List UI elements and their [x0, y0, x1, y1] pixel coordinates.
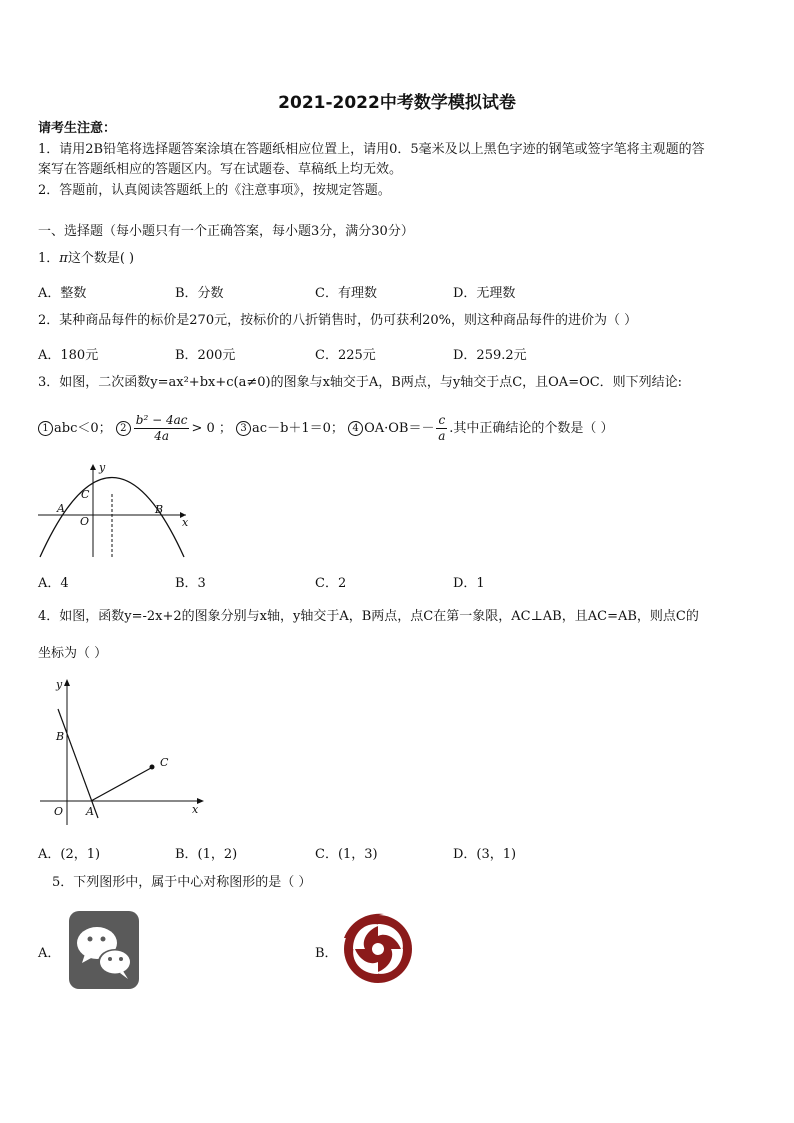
q3-option-a: A．4 — [38, 576, 69, 591]
question-3-stem: 3．如图，二次函数y=ax²+bx+c(a≠0)的图象与x轴交于A，B两点，与y轴交于点C，且OA=OC．则下列结论: — [38, 375, 683, 390]
large-bubble-eye-left — [88, 937, 93, 942]
pi-symbol: π — [59, 251, 68, 266]
q3-option-c: C．2 — [315, 576, 347, 591]
conclusion-4-tail: .其中正确结论的个数是（ ） — [449, 421, 614, 436]
large-bubble-eye-right — [101, 937, 106, 942]
fraction-denominator: a — [438, 429, 446, 443]
point-c — [150, 765, 155, 770]
conclusion-4: OA·OB＝－ — [364, 421, 435, 436]
small-bubble — [100, 951, 130, 974]
conclusion-1: abc＜0； — [54, 421, 112, 436]
y-axis-arrow — [90, 464, 96, 470]
origin-label: O — [54, 805, 64, 818]
fraction-denominator: 4a — [154, 429, 169, 443]
q2-option-b: B．200元 — [175, 348, 236, 363]
notice-item-1a: 1．请用2B铅笔将选择题答案涂填在答题纸相应位置上，请用0．5毫米及以上黑色字迹的钢笔或签字笔将主观题的答 — [38, 142, 705, 157]
page-title: 2021-2022中考数学模拟试卷 — [278, 93, 516, 113]
point-c-label: C — [81, 488, 90, 501]
q4-option-d: D．(3，1) — [453, 847, 517, 862]
section-heading: 一、选择题（每小题只有一个正确答案，每小题3分，满分30分） — [38, 224, 414, 239]
y-label: y — [99, 461, 106, 474]
small-bubble-eye-left — [108, 957, 112, 961]
y-axis-arrow — [64, 679, 70, 686]
segment-ac — [91, 768, 151, 801]
phoenix-swirl-logo-icon — [336, 908, 420, 990]
origin-label: O — [80, 515, 90, 528]
q3-option-d: D．1 — [453, 576, 485, 591]
line-ab — [58, 709, 98, 818]
conclusion-3: ac－b＋1＝0； — [252, 421, 344, 436]
q2-option-a: A．180元 — [38, 348, 99, 363]
wechat-logo-icon — [68, 910, 140, 990]
point-b-label: B — [56, 730, 65, 743]
q4-option-a: A．(2，1) — [38, 847, 101, 862]
q1-stem-rest: 这个数是( ) — [67, 251, 135, 266]
x-label: x — [192, 803, 199, 816]
small-bubble-eye-right — [119, 957, 123, 961]
question-5-stem: 5．下列图形中，属于中心对称图形的是（ ） — [52, 875, 312, 890]
q2-option-d: D．259.2元 — [453, 348, 527, 363]
conclusion-4-fraction — [436, 413, 447, 444]
q4-option-c: C．(1，3) — [315, 847, 378, 862]
notice-item-1b: 案写在答题纸相应的答题区内。写在试题卷、草稿纸上均无效。 — [38, 162, 403, 177]
q1-option-b: B．分数 — [175, 286, 224, 301]
point-b-label: B — [155, 503, 164, 516]
circled-number-1: 1 — [38, 421, 53, 436]
linear-function-figure — [36, 672, 216, 830]
question-3-conclusions — [38, 412, 613, 446]
q5-option-a-label: A． — [38, 946, 61, 961]
y-label: y — [56, 678, 63, 691]
notice-item-2: 2．答题前，认真阅读答题纸上的《注意事项》，按规定答题。 — [38, 183, 391, 198]
circled-number-4: 4 — [348, 421, 363, 436]
q1-option-d: D．无理数 — [453, 286, 516, 301]
conclusion-2-tail: > 0 ； — [191, 421, 232, 436]
q5-option-b-label: B． — [315, 946, 338, 961]
point-a-label: A — [86, 805, 94, 818]
q4-option-b: B．(1，2) — [175, 847, 238, 862]
question-2-stem: 2．某种商品每件的标价是270元，按标价的八折销售时，仍可获利20%，则这种商品每件的进价为（ ） — [38, 313, 638, 328]
x-label: x — [182, 516, 189, 529]
parabola-figure — [36, 460, 196, 560]
question-4-stem-a: 4．如图，函数y=-2x+2的图象分别与x轴，y轴交于A，B两点，点C在第一象限，AC⊥AB，且AC=AB，则点C的 — [38, 609, 699, 624]
circled-number-2: 2 — [116, 421, 131, 436]
point-c-label: C — [160, 756, 169, 769]
q3-option-b: B．3 — [175, 576, 206, 591]
q1-option-c: C．有理数 — [315, 286, 377, 301]
circled-number-3: 3 — [236, 421, 251, 436]
swirl-center — [372, 943, 384, 955]
q2-option-c: C．225元 — [315, 348, 376, 363]
question-4-stem-b: 坐标为（ ） — [38, 646, 108, 661]
q1-prefix: 1． — [38, 251, 60, 266]
fraction-numerator: b² − 4ac — [135, 413, 188, 427]
q1-option-a: A．整数 — [38, 286, 87, 301]
point-a-label: A — [57, 502, 65, 515]
notice-heading: 请考生注意： — [38, 121, 117, 136]
conclusion-2-fraction — [134, 413, 190, 444]
fraction-numerator: c — [438, 413, 446, 427]
question-1-stem — [38, 250, 134, 268]
